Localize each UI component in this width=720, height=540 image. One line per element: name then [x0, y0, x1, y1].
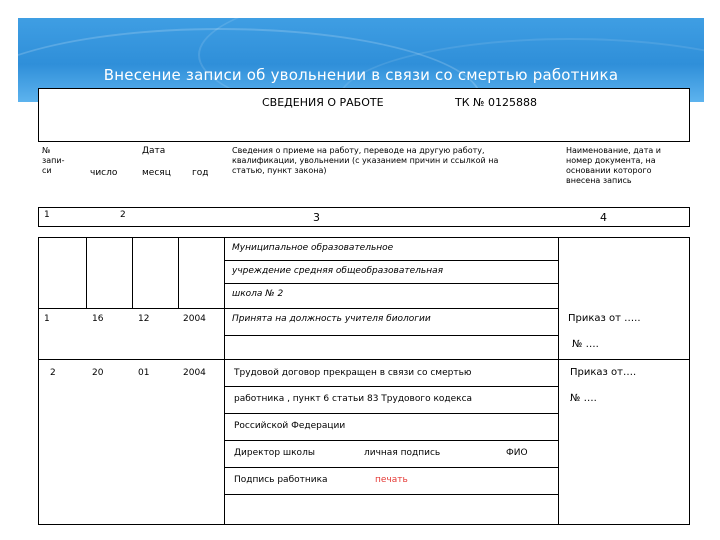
entry-2-year: 2004 — [183, 368, 206, 378]
entry-2-info-line-3: Российской Федерации — [234, 421, 346, 431]
signature-director: Директор школы — [234, 448, 315, 458]
entry-1-doc-line-2: № …. — [572, 339, 599, 350]
entry-2-month: 01 — [138, 368, 150, 378]
work-info-heading: СВЕДЕНИЯ О РАБОТЕ — [262, 96, 384, 109]
entry-1-day: 16 — [92, 314, 104, 324]
grid-line — [132, 237, 133, 308]
signature-fio: ФИО — [506, 448, 528, 458]
entry-1-year: 2004 — [183, 314, 206, 324]
grid-line — [224, 467, 558, 468]
column-header-day: число — [90, 168, 118, 178]
grid-line — [38, 359, 690, 360]
column-number-2: 2 — [120, 210, 126, 220]
entry-2-doc-line-1: Приказ от…. — [570, 367, 637, 378]
tk-number: ТК № 0125888 — [455, 96, 537, 109]
grid-line — [224, 335, 558, 336]
grid-line — [224, 386, 558, 387]
entry-2-day: 20 — [92, 368, 104, 378]
grid-line — [224, 260, 558, 261]
column-numbers-row — [38, 207, 690, 227]
slide-title: Внесение записи об увольнении в связи со смертью работника — [103, 66, 619, 84]
stamp-label: печать — [375, 475, 408, 485]
entry-2-doc-line-2: № …. — [570, 393, 597, 404]
column-number-3: 3 — [313, 211, 320, 224]
grid-line — [38, 308, 558, 309]
org-line-1: Муниципальное образовательное — [232, 243, 394, 253]
entry-1-doc-line-1: Приказ от ….. — [568, 313, 641, 324]
org-line-3: школа № 2 — [232, 289, 284, 299]
entry-2-num: 2 — [50, 368, 56, 378]
column-header-month: месяц — [142, 168, 171, 178]
grid-line — [224, 494, 558, 495]
grid-line — [224, 283, 558, 284]
records-table — [38, 237, 690, 525]
column-number-4: 4 — [600, 211, 607, 224]
grid-line — [224, 237, 225, 525]
column-header-info: Сведения о приеме на работу, переводе на другую работу, квалификации, увольнении (с указанием причин и ссылкой на статью, пункт закона) — [232, 146, 499, 175]
grid-line — [224, 440, 558, 441]
entry-2-info-line-2: работника , пункт 6 статьи 83 Трудового кодекса — [234, 394, 473, 404]
entry-1-info: Принята на должность учителя биологии — [232, 314, 431, 324]
entry-1-month: 12 — [138, 314, 150, 324]
entry-1-num: 1 — [44, 314, 50, 324]
column-number-1: 1 — [44, 210, 50, 220]
grid-line — [224, 413, 558, 414]
entry-2-info-line-1: Трудовой договор прекращен в связи со смертью — [234, 368, 472, 378]
grid-line — [558, 237, 559, 525]
column-header-num: № запи-си — [42, 146, 65, 175]
column-header-document: Наименование, дата и номер документа, на основании которого внесена запись — [566, 146, 661, 185]
grid-line — [86, 237, 87, 308]
grid-line — [178, 237, 179, 308]
org-line-2: учреждение средняя общеобразовательная — [232, 266, 444, 276]
column-header-year: год — [192, 168, 209, 178]
signature-personal: личная подпись — [364, 448, 441, 458]
column-header-date: Дата — [142, 146, 166, 156]
signature-employee: Подпись работника — [234, 475, 328, 485]
